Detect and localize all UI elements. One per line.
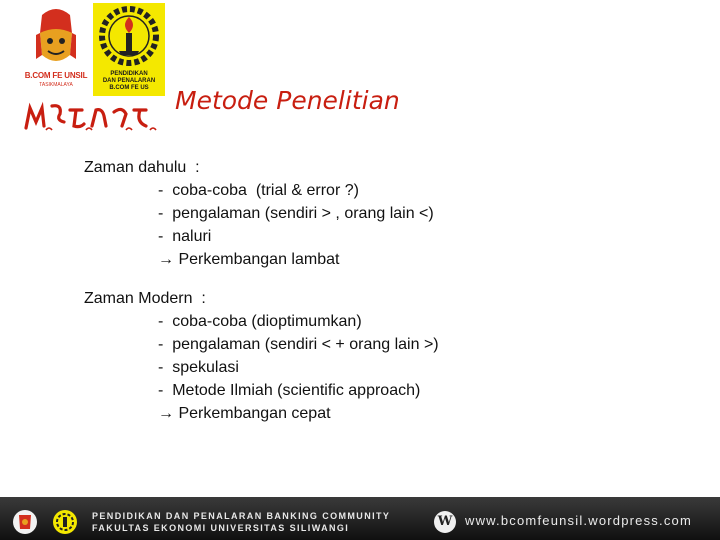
mask-emblem-icon bbox=[22, 5, 90, 71]
logo-right-caption-line: B.COM FE US bbox=[109, 85, 149, 91]
logo-left-caption: B.COM FE UNSIL bbox=[24, 71, 88, 80]
list-item: - pengalaman (sendiri < + orang lain >) bbox=[158, 336, 439, 353]
logo-right-caption-line: DAN PENALARAN bbox=[102, 78, 156, 84]
javanese-script-decoration bbox=[22, 100, 162, 134]
logo-right-caption-line: PENDIDIKAN bbox=[110, 71, 148, 77]
list-item: - pengalaman (sendiri > , orang lain <) bbox=[158, 205, 434, 222]
section-heading: Zaman Modern : bbox=[84, 290, 206, 307]
pendidikan-penalaran-logo bbox=[93, 3, 165, 96]
section-zaman-dahulu bbox=[84, 156, 434, 271]
logo-right-caption bbox=[93, 71, 165, 92]
list-item: - coba-coba (trial & error ?) bbox=[158, 182, 359, 199]
list-item: - Metode Ilmiah (scientific approach) bbox=[158, 382, 421, 399]
wordpress-icon: W bbox=[434, 511, 456, 533]
bcom-badge-icon bbox=[10, 509, 40, 535]
gear-badge-icon bbox=[50, 509, 80, 535]
list-item: - coba-coba (dioptimumkan) bbox=[158, 313, 362, 330]
section-conclusion: → Perkembangan lambat bbox=[158, 251, 340, 268]
section-conclusion: → Perkembangan cepat bbox=[158, 405, 331, 422]
footer-banner bbox=[0, 497, 720, 540]
section-zaman-modern bbox=[84, 287, 439, 425]
gear-emblem-icon bbox=[93, 3, 165, 69]
list-item: - spekulasi bbox=[158, 359, 239, 376]
list-item: - naluri bbox=[158, 228, 212, 245]
footer-website-url[interactable]: www.bcomfeunsil.wordpress.com bbox=[465, 513, 692, 528]
slide-title: Metode Penelitian bbox=[175, 86, 400, 115]
footer-org-name: PENDIDIKAN DAN PENALARAN BANKING COMMUNITY bbox=[92, 511, 391, 521]
section-heading: Zaman dahulu : bbox=[84, 159, 200, 176]
logo-left-subcaption: TASIKMALAYA bbox=[39, 82, 73, 88]
bcom-fe-unsil-logo bbox=[22, 5, 90, 93]
footer-faculty-name: FAKULTAS EKONOMI UNIVERSITAS SILIWANGI bbox=[92, 523, 350, 533]
